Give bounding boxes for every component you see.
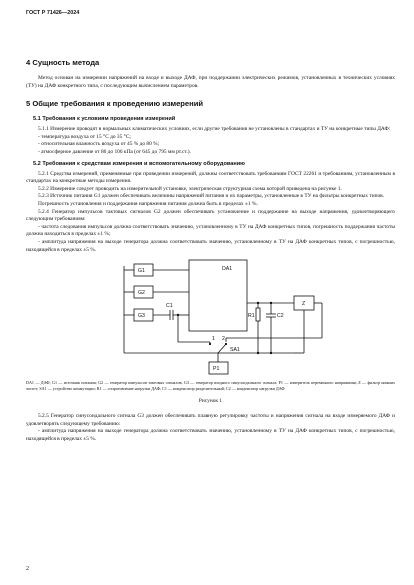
g3-label: G3 <box>138 313 145 320</box>
page-number: 2 <box>26 566 29 572</box>
list-item: - частота следования импульсов должна соответствовать значению, установленному в ТУ на ДАФ конкретных типов, погрешность поддержания частоты должна находиться в пределах ±1 %; <box>26 223 395 238</box>
clause-5-2-2: 5.2.2 Измерение следует проводить на измерительной установке, электрическая структурная схема которой приведена на рисунке 1. <box>38 185 342 192</box>
circuit-diagram <box>26 258 395 376</box>
clause-5-2-3-accuracy: Погрешность установления и поддержания напряжения питания должна быть в пределах ±1 %. <box>38 200 258 207</box>
figure-caption: Рисунок 1 <box>198 398 223 405</box>
list-item: - амплитуда напряжения на выходе генератора должна соответствовать значению, установленному в ТУ на ДАФ конкретных типов, с погрешностью, находящейся в пределах ±5 %. <box>26 238 395 253</box>
c1-label: C1 <box>166 303 173 310</box>
circuit-schematic <box>26 258 395 376</box>
clause-5-2-1: 5.2.1 Средства измерений, применяемые при проведении измерений, должны соответствовать требованиям ГОСТ 22261 и требованиям, установленным в стандартах на конкретные методы измерения. <box>26 170 395 185</box>
da1-block <box>189 260 247 331</box>
r1-label: R1 <box>248 313 255 320</box>
section-5-title: 5 Общие требования к проведению измерений <box>26 99 204 109</box>
switch-pin-2-label: 2 <box>222 336 225 343</box>
standard-header: ГОСТ Р 71426—2024 <box>26 10 80 16</box>
p1-label: P1 <box>213 366 220 373</box>
clause-5-1-1: 5.1.1 Измерение проводят в нормальных климатических условиях, если другие требования не установлены в стандартах и ТУ на конкретные типы ДАФ: <box>38 126 391 133</box>
page-content <box>26 58 395 444</box>
sa1-label: SA1 <box>230 347 240 354</box>
list-item: - амплитуда напряжения на выходе генератора должна соответствовать значению, установленному в ТУ на ДАФ конкретных типов, с погрешностью, находящейся в пределах ±5 %. <box>26 428 395 443</box>
figure-legend: DA1 — ДАФ; G1 — источник питания; G2 — генератор импульсов тактовых сигналов; G3 — генератор входного синусоидального сигнала; P1 — измеритель переменного напряжения; Z — фильтр нижних частот; SA1 — устройство коммутации; R1 — сопротивление нагрузки ДАФ; C1 — конденсатор разделительный; C2 — конденсатор нагрузки ДАФ <box>26 380 395 391</box>
section-4-paragraph: Метод основан на измерении напряжений на входе и выходе ДАФ, при поддержании электрических режимов, установленных в технических условиях (ТУ) на ДАФ конкретного типа, с последующим вычислением параметров. <box>26 75 395 89</box>
switch-pin-1-label: 1 <box>212 336 215 343</box>
subsection-5-2-title: 5.2 Требования к средствам измерения и вспомогательному оборудованию <box>33 160 245 167</box>
g2-label: G2 <box>138 290 145 297</box>
da1-label: DA1 <box>222 266 233 273</box>
c2-label: C2 <box>277 313 284 320</box>
r1-resistor <box>256 308 260 321</box>
list-item: - температура воздуха от 15 °С до 35 °С; <box>38 133 131 140</box>
subsection-5-1-title: 5.1 Требования к условиям проведения измерений <box>33 116 176 123</box>
section-4-title: 4 Сущность метода <box>26 58 100 67</box>
z-label: Z <box>302 301 306 308</box>
clause-5-2-4: 5.2.4 Генератор импульсов тактовых сигналов G2 должен обеспечивать установление и поддержание на выходе напряжения, удовлетворяющего следующим требованиям: <box>26 208 395 223</box>
g1-label: G1 <box>138 268 145 275</box>
list-item: - атмосферное давление от 86 до 106 кПа (от 645 до 795 мм рт.ст.). <box>38 148 191 155</box>
list-item: - относительная влажность воздуха от 45 % до 80 %; <box>38 141 160 148</box>
clause-5-2-3: 5.2.3 Источник питания G1 должен обеспечивать величины напряжений питания и их параметры, установленные в ТУ на фильтры конкретных типов. <box>38 193 385 200</box>
clause-5-2-5: 5.2.5 Генератор синусоидального сигнала G3 должен обеспечивать плавную регулировку частоты и напряжения сигнала на входе измеряемого ДАФ и удовлетворять следующему требованию: <box>26 413 395 427</box>
